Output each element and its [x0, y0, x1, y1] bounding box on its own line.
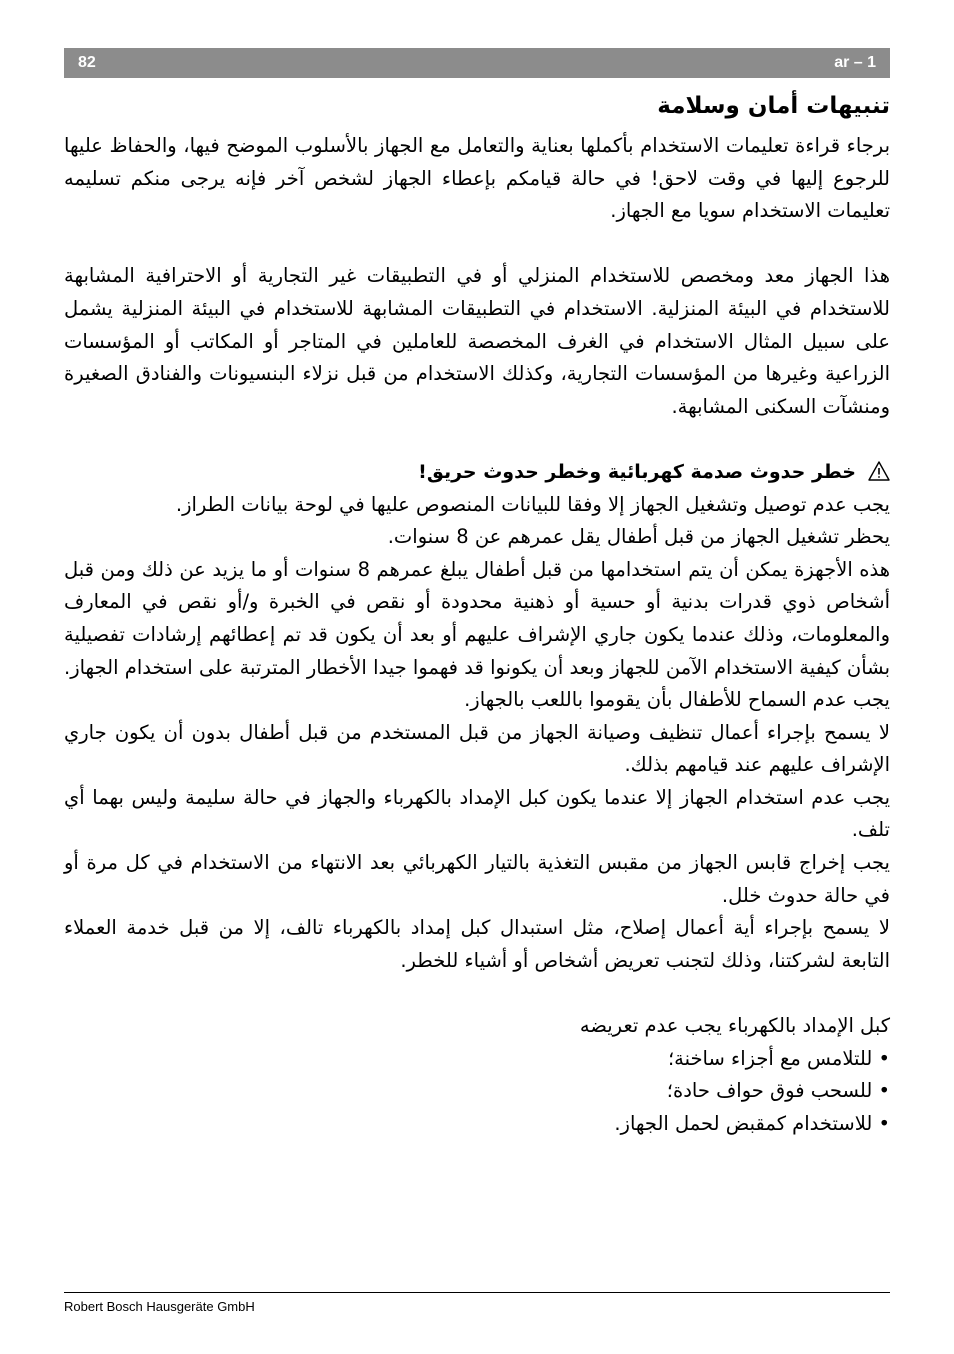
page-number: 82	[78, 54, 96, 71]
page-title: تنبيهات أمان وسلامة	[657, 93, 890, 119]
cable-intro: كبل الإمداد بالكهرباء يجب عدم تعريضه	[579, 1014, 890, 1038]
warning-paragraph-repairs: لا يسمح بإجراء أية أعمال إصلاح، مثل استبدال كبل إمداد بالكهرباء تالف، إلا من قبل خدمة العملاء التابعة لشركتنا، وذلك لتجنب تعريض أشخاص أو أشياء للخطر.	[64, 916, 890, 972]
warning-paragraph-cable-condition: يجب عدم استخدام الجهاز إلا عندما يكون كبل الإمداد بالكهرباء والجهاز في حالة سليمة وليس بهما أي تلف.	[64, 785, 890, 842]
paragraph-spacer	[64, 228, 890, 261]
warning-paragraph-rating-plate: يجب عدم توصيل وتشغيل الجهاز إلا وفقا للبيانات المنصوص عليها في لوحة بيانات الطراز.	[175, 492, 890, 516]
warning-paragraph-unplug: يجب إخراج قابس الجهاز من مقبس التغذية بالتيار الكهربائي بعد الانتهاء من الاستخدام في كل مرة أو في حالة حدوث خلل.	[64, 851, 890, 907]
header-bar	[64, 48, 890, 78]
intro-paragraph: برجاء قراءة تعليمات الاستخدام بأكملها بعناية والتعامل مع الجهاز بالأسلوب الموضح فيها، والحفاظ عليها للرجوع إليها في وقت لاحق! في حالة قيامكم بإعطاء الجهاز لشخص آخر فإنه يرجى منكم تسليمه تعليمات الاستخدام سويا مع الجهاز.	[64, 134, 890, 223]
section-code: ar – 1	[834, 54, 876, 71]
footer-divider	[64, 1292, 890, 1293]
warning-heading-text: خطر حدوث صدمة كهربائية وخطر حدوث حريق!	[418, 460, 856, 483]
warning-triangle-icon	[868, 461, 890, 481]
warning-paragraph-cleaning: لا يسمح بإجراء أعمال تنظيف وصيانة الجهاز من قبل المستخدم من قبل أطفال بدون أن يكون جاري الإشراف عليهم عند قيامهم بذلك.	[64, 720, 890, 777]
paragraph-spacer	[64, 977, 890, 1010]
document-body	[64, 86, 890, 1140]
warning-paragraph-children-under-8: يحظر تشغيل الجهاز من قبل أطفال يقل عمرهم عن 8 سنوات.	[387, 525, 890, 549]
cable-warning-list	[64, 1043, 890, 1141]
usage-paragraph: هذا الجهاز معد ومخصص للاستخدام المنزلي أو في التطبيقات غير التجارية أو الاحترافية المشابهة للاستخدام في البيئة المنزلية. الاستخدام في التطبيقات المشابهة للاستخدام في البيئة المنزلية يشمل على سبيل المثال الاستخدام في الغرف المخصصة للعاملين في المتاجر أو المكاتب أو المؤسسات الزراعية وغيرها من المؤسسات التجارية، وكذلك الاستخدام من قبل نزلاء البنسيونات والفنادق الصغيرة ومنشآت السكنى المشابهة.	[64, 264, 890, 418]
warning-paragraph-supervision: هذه الأجهزة يمكن أن يتم استخدامها من قبل أطفال يبلغ عمرهم 8 سنوات أو ما يزيد عن ذلك ومن قبل أشخاص ذوي قدرات بدنية أو حسية أو ذهنية محدودة أو نقص في الخبرة و/أو نقص في المعارف والمعلومات، وذلك عندما يكون جاري الإشراف عليهم أو بعد أن يكون قد تم إعطائهم إرشادات تفصيلية بشأن كيفية الاستخدام الآمن للجهاز وبعد أن يكونوا قد فهموا جيدا الأخطار المترتبة على استخدام الجهاز. يجب عدم السماح للأطفال بأن يقوموا باللعب بالجهاز.	[64, 557, 890, 712]
paragraph-spacer	[64, 423, 890, 456]
warning-heading	[64, 456, 890, 489]
list-item: • للتلامس مع أجزاء ساخنة؛	[64, 1043, 890, 1076]
list-item: • للسحب فوق حواف حادة؛	[64, 1075, 890, 1108]
list-item: • للاستخدام كمقبض لحمل الجهاز.	[64, 1108, 890, 1141]
footer-company: Robert Bosch Hausgeräte GmbH	[64, 1299, 255, 1314]
